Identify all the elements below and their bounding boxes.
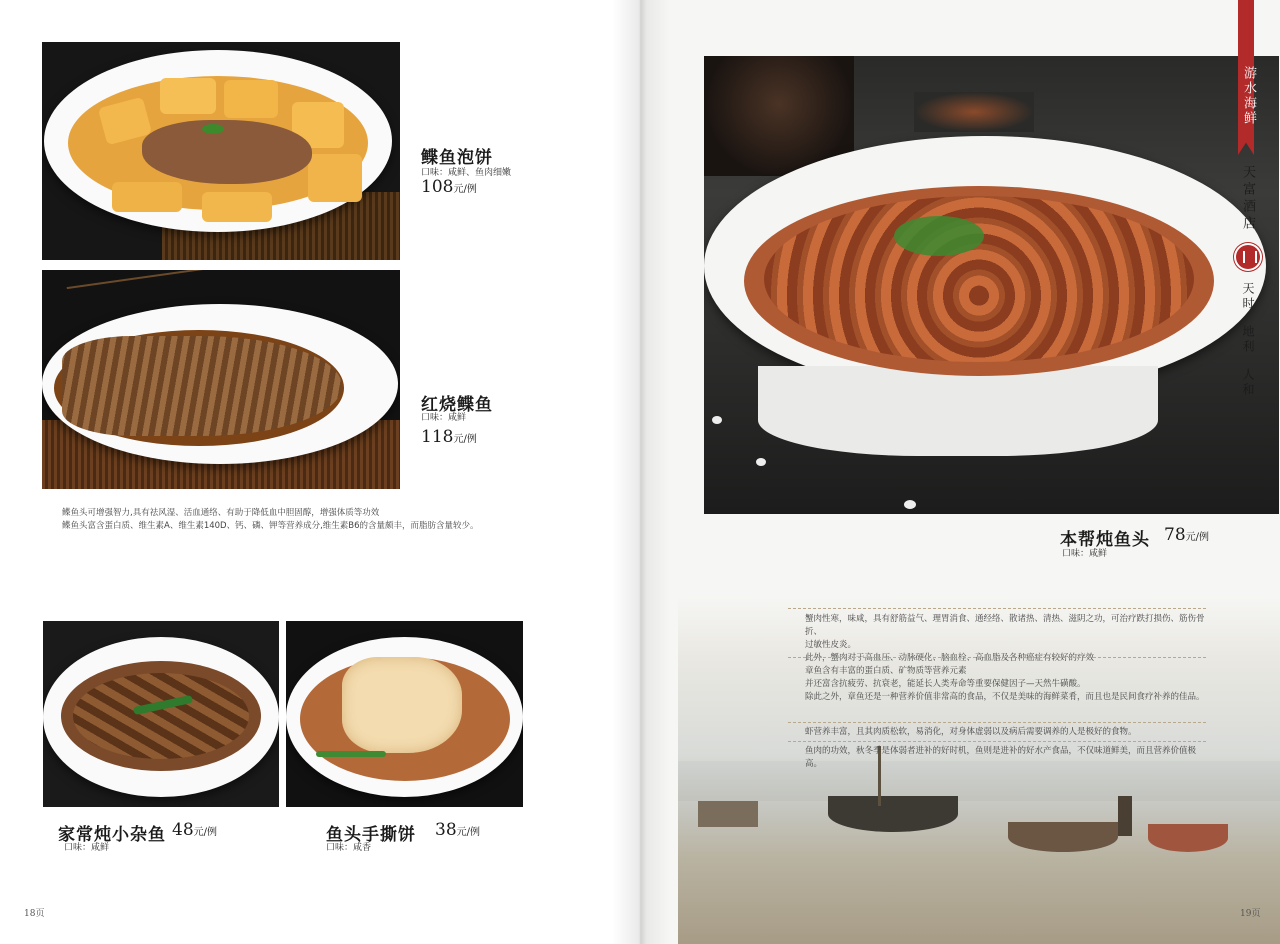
dish-photo-fish-pancake xyxy=(42,42,400,260)
divider xyxy=(788,608,1206,609)
note-line: 除此之外，章鱼还是一种营养价值非常高的食品，不仅是美味的海鲜菜肴，而且也是民间食疗补养的佳品。 xyxy=(805,692,1205,702)
brand-name: 天富酒店 xyxy=(1240,165,1255,233)
feature-dish-name: 本帮炖鱼头 xyxy=(1060,530,1150,550)
price-value: 78 xyxy=(1164,525,1186,545)
note-line: 并还富含抗疲劳、抗衰老，能延长人类寿命等重要保健因子—天然牛磺酸。 xyxy=(805,679,1086,689)
divider xyxy=(788,741,1206,742)
price-value: 118 xyxy=(421,427,454,447)
book-gutter xyxy=(612,0,670,944)
note-line: 鱼肉的功效，秋冬季是体弱者进补的好时机，鱼则是进补的好水产食品，不仅味道鲜美，而且营养价值极高。 xyxy=(805,746,1197,769)
dish-taste: 口味：咸香 xyxy=(326,843,372,853)
dish-photo-fish-head-stew xyxy=(704,56,1279,514)
dish-name: 家常炖小杂鱼 xyxy=(58,825,166,845)
divider xyxy=(788,722,1206,723)
price-value: 38 xyxy=(435,820,457,840)
dish-photo-mixed-fish xyxy=(43,621,279,807)
slogan-2: 地利 xyxy=(1241,325,1255,355)
price-value: 48 xyxy=(172,820,194,840)
dish-taste: 口味：咸鲜 xyxy=(64,843,110,853)
feature-dish-taste: 口味：咸鲜 xyxy=(1062,549,1108,559)
brand-seal-icon xyxy=(1236,245,1260,269)
nutrition-note xyxy=(62,507,582,533)
dish-name: 鲽鱼泡饼 xyxy=(421,148,493,168)
note-block-octopus xyxy=(805,665,1205,704)
price-unit: 元/例 xyxy=(1185,532,1210,543)
note-line: 鲽鱼头富含蛋白质、维生素A、维生素140D、钙、磷、钾等营养成分,维生素B6的含量颇丰，而脂肪含量较少。 xyxy=(62,521,479,531)
dish-photo-braised-flounder xyxy=(42,270,400,489)
category-label: 游水海鲜 xyxy=(1241,66,1256,126)
dish-price xyxy=(172,820,217,840)
price-value: 108 xyxy=(421,177,454,197)
note-block-shrimp xyxy=(805,726,1205,739)
dish-price xyxy=(435,820,480,840)
slogan-1: 天时 xyxy=(1241,282,1255,312)
dish-photo-fish-head-pancake xyxy=(286,621,523,807)
feature-dish-price xyxy=(1164,525,1209,545)
price-unit: 元/例 xyxy=(453,184,477,195)
dish-price xyxy=(421,177,477,197)
price-unit: 元/例 xyxy=(453,434,477,445)
note-line: 此外，蟹肉对于高血压、动脉硬化、脑血栓、高血脂及各种癌症有较好的疗效 xyxy=(805,653,1095,663)
price-unit: 元/例 xyxy=(193,827,218,838)
dish-name: 鱼头手撕饼 xyxy=(326,825,416,845)
note-line: 鲽鱼头可增强智力,具有祛风湿、活血通络、有助于降低血中胆固醇，增强体质等功效 xyxy=(62,508,380,518)
page-number: 18页 xyxy=(24,909,45,919)
divider xyxy=(788,657,1206,658)
page-number: 19页 xyxy=(1240,909,1261,919)
dish-name: 红烧鲽鱼 xyxy=(421,395,493,415)
dish-price xyxy=(421,427,477,447)
dish-taste: 口味：咸鲜、鱼肉细嫩 xyxy=(421,168,512,178)
note-line: 过敏性皮炎。 xyxy=(805,640,857,650)
note-block-fish xyxy=(805,745,1205,771)
dish-taste: 口味：咸鲜 xyxy=(421,413,467,423)
note-line: 虾营养丰富，且其肉质松软，易消化，对身体虚弱以及病后需要调养的人是极好的食物。 xyxy=(805,727,1137,737)
price-unit: 元/例 xyxy=(456,827,481,838)
slogan-3: 人和 xyxy=(1241,368,1255,398)
note-line: 蟹肉性寒，味咸，具有舒筋益气、理胃消食、通经络、散诸热、清热、滋阴之功，可治疗跌打损伤、筋伤骨折、 xyxy=(805,614,1205,637)
note-line: 章鱼含有丰富的蛋白质、矿物质等营养元素 xyxy=(805,666,967,676)
